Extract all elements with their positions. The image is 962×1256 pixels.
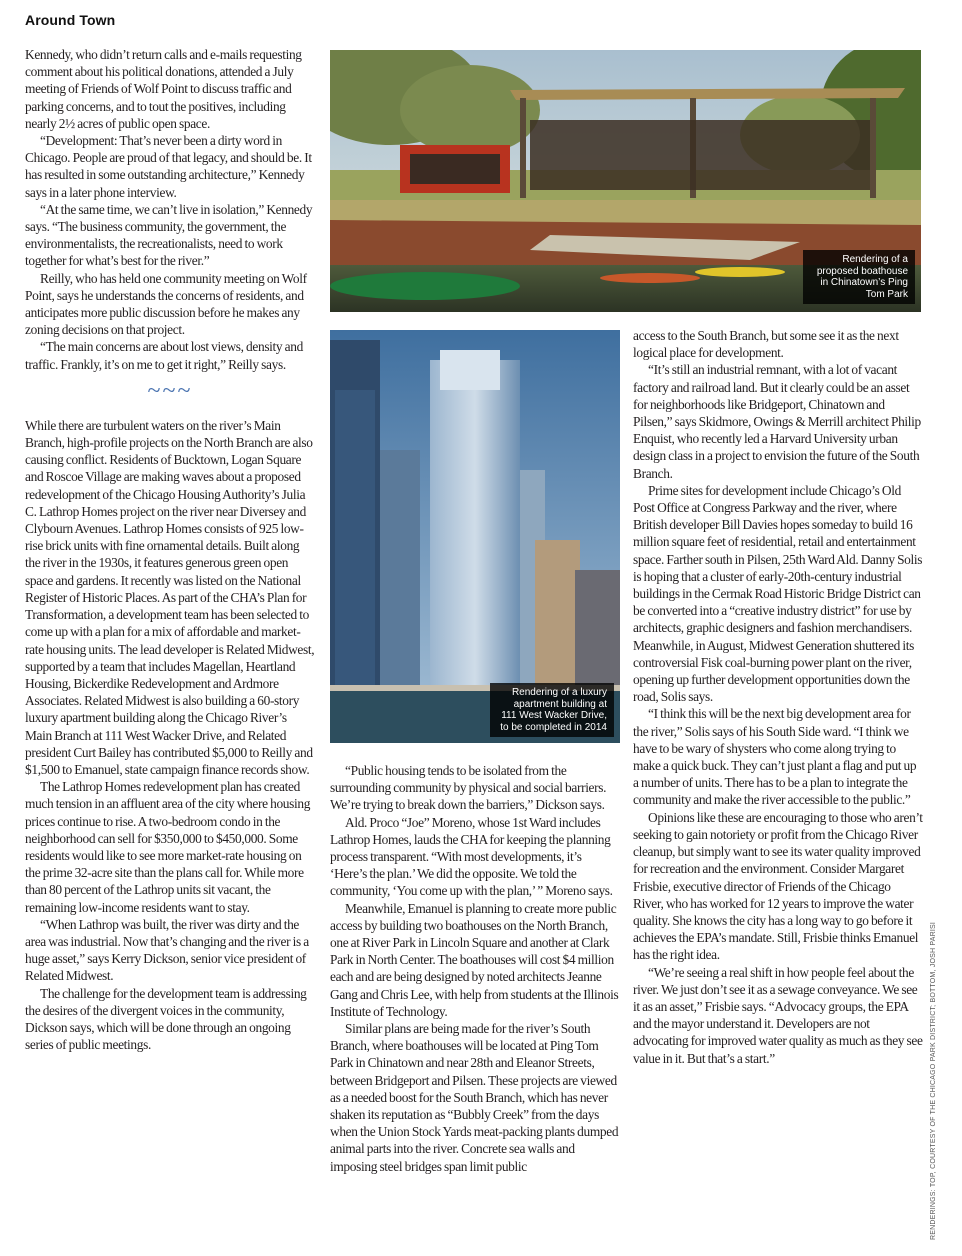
paragraph: Reilly, who has held one community meeting on Wolf Point, says he understands the concerns of residents, and anticipates more public discussion before he makes any zoning decisions on that project. <box>25 270 307 338</box>
paragraph: “Development: That’s never been a dirty word in Chicago. People are proud of that legacy, and should be. It has resulted in some outstanding architecture,” Kennedy says in a later phone interview. <box>25 133 312 200</box>
boathouse-rendering-photo <box>330 50 921 312</box>
photo-caption: Rendering of a luxury apartment building at 111 West Wacker Drive, to be completed in 2014 <box>490 683 614 737</box>
paragraph: “We’re seeing a real shift in how people feel about the river. We just don’t see it as a sewage conveyance. We see it as an asset,” Frisbie says. “Advocacy groups, the EPA and the mayor understand it. Developers are not advocating for improved water quality as much as they see value in it. But that’s a start.” <box>633 964 923 1066</box>
paragraph: The challenge for the development team is addressing the desires of the divergent voices in the community, Dickson says, which will be done through an ongoing series of public meetings. <box>25 985 307 1053</box>
tower-rendering-photo <box>330 330 620 743</box>
section-divider: ~~~ <box>147 377 193 404</box>
paragraph: “I think this will be the next big development area for the river,” Solis says of his South Side ward. “I think we have to be wary of shysters who come along trying to make a quick buck. They can’t just plant a flag and put up a number of units. There has to be a plan to integrate the community and make the river accessible to the public.” <box>633 706 917 808</box>
paragraph: Kennedy, who didn’t return calls and e-mails requesting comment about his political donations, attended a July meeting of Friends of Wolf Point to discuss traffic and parking concerns, and to tout the positives, including nearly 2½ acres of public open space. <box>25 47 302 131</box>
article-column-3 <box>633 327 923 1067</box>
tower-illustration <box>330 330 620 743</box>
paragraph: “It’s still an industrial remnant, with a lot of vacant factory and railroad land. But it clearly could be an asset for neighborhoods like Bridgeport, Chinatown and Pilsen,” says Skidmore, Owings & Merrill architect Philip Enquist, who recently led a Harvard University urban design class in a project to envision the future of the South Branch. <box>633 362 921 481</box>
paragraph: “Public housing tends to be isolated from the surrounding community by physical and social barriers. We’re trying to break down the barriers,” Dickson says. <box>330 763 607 813</box>
paragraph: Similar plans are being made for the river’s South Branch, where boathouses will be located at Ping Tom Park in Chinatown and near 28th and Eleanor Streets, between Bridgeport and Pilsen. These projects are viewed as a needed boost for the South Branch, which has never shaken its reputation as “Bubbly Creek” from the days when the Union Stock Yards meat-packing plants dumped animal parts into the river. Concrete sea walls and imposing steel bridges span limit public <box>330 1021 619 1174</box>
article-column-1 <box>25 46 315 1053</box>
paragraph: Ald. Proco “Joe” Moreno, whose 1st Ward includes Lathrop Homes, lauds the CHA for keeping the planning process transparent. “With most developments, it’s ‘Here’s the plan.’ We did the opposite. We told the community, ‘You come up with the plan,’ ” Moreno says. <box>330 814 613 899</box>
paragraph: “At the same time, we can’t live in isolation,” Kennedy says. “The business community, the government, the environmentalists, the recreationalists, need to work together for what’s best for the river.” <box>25 201 313 269</box>
section-label: Around Town <box>25 12 116 28</box>
paragraph: “The main concerns are about lost views, density and traffic. Frankly, it’s on me to get it right,” Reilly says. <box>25 339 303 372</box>
paragraph: “When Lathrop was built, the river was dirty and the area was industrial. Now that’s changing and the river is a huge asset,” says Kerry Dickson, senior vice president of Related Midwest. <box>25 916 309 984</box>
paragraph: The Lathrop Homes redevelopment plan has created much tension in an affluent area of the city where housing prices continue to rise. A two-bedroom condo in the neighborhood can sell for $350,000 to $450,000. Some residents would like to see more market-rate housing on the prime 32-acre site than the plans call for. While more than 80 percent of the Lathrop units sit vacant, the remaining low-income residents want to stay. <box>25 779 311 915</box>
paragraph: Prime sites for development include Chicago’s Old Post Office at Congress Parkway and the river, where British developer Bill Davies hopes someday to build 16 million square feet of residential, retail and entertainment space. Farther south in Pilsen, 25th Ward Ald. Danny Solis is hoping that a cluster of early-20th-century industrial buildings in the Cermak Road Historic Bridge District can be converted into a “creative industry district” for use by architects, graphic designers and fashion merchandisers. Meanwhile, in August, Midwest Generation shuttered its controversial Fisk coal-burning power plant on the river, opening up further development opportunities down the road, Solis says. <box>633 482 923 705</box>
paragraph: access to the South Branch, but some see it as the next logical place for development. <box>633 328 899 361</box>
paragraph: Opinions like these are encouraging to those who aren’t seeking to gain notoriety or profit from the Chicago River cleanup, but simply want to see its water quality improved for recreation and the environment. Consider Margaret Frisbie, executive director of Friends of the Chicago River, who has worked for 12 years to improve the water quality. She knows the city has a long way to go before it achieves the EPA’s mandate. Still, Frisbie thinks Emanuel has the right idea. <box>633 809 923 963</box>
photo-caption: Rendering of a proposed boathouse in Chinatown’s Ping Tom Park <box>803 250 915 304</box>
photo-credit: RENDERINGS: TOP, COURTESY OF THE CHICAGO PARK DISTRICT; BOTTOM, JOSH PARISI <box>930 922 937 1240</box>
paragraph: While there are turbulent waters on the river’s Main Branch, high-profile projects on the North Branch are also causing conflict. Residents of Bucktown, Logan Square and Roscoe Village are making waves about a proposed redevelopment of the Chicago Housing Authority’s Julia C. Lathrop Homes project on the river near Diversey and Clybourn Avenues. Lathrop Homes consists of 925 low-rise brick units with fine ornamental details. Built along the river in the 1930s, it features generous green open space and gardens. It recently was listed on the National Register of Historic Places. As part of the CHA’s Plan for Transformation, a development team has been selected to come up with a plan for a mix of affordable and market-rate housing units. The lead developer is Related Midwest, supported by a team that includes Magellan, Heartland Housing, Bickerdike Redevelopment and Ardmore Associates. Related Midwest is also building a 60-story luxury apartment building along the Chicago River’s Main Branch at 111 West Wacker Drive, and Related president Curt Bailey has contributed $5,000 to Reilly and $1,500 to Emanuel, state campaign finance records show. <box>25 417 315 777</box>
paragraph: Meanwhile, Emanuel is planning to create more public access by building two boathouses on the North Branch, one at River Park in Lincoln Square and another at Clark Park in North Center. The boathouses will cost $4 million each and are being designed by noted architects Jeanne Gang and Chris Lee, with help from students at the Illinois Institute of Technology. <box>330 900 619 1019</box>
article-column-2 <box>330 762 620 1175</box>
